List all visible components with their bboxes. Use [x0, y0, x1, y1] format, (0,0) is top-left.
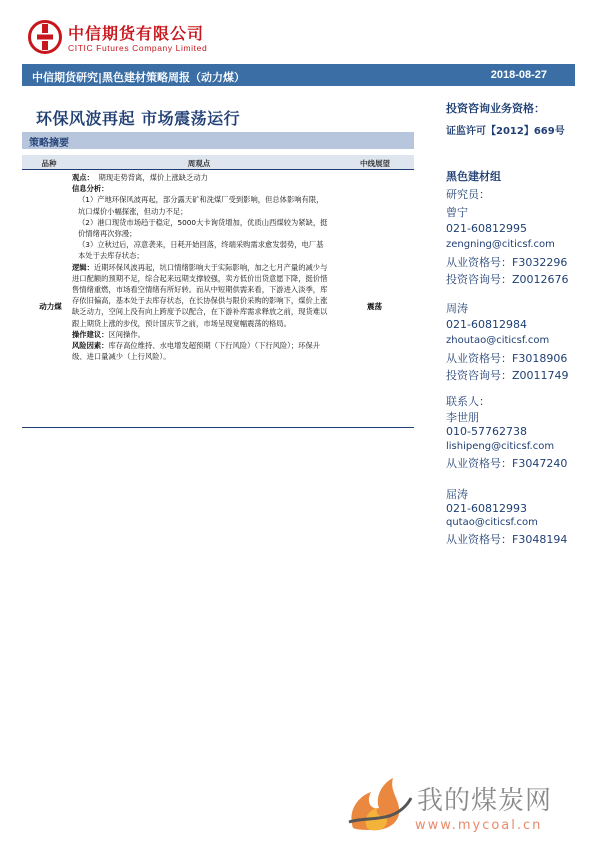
report-title: 环保风波再起 市场震荡运行 [36, 109, 241, 128]
contact-name: 屈涛 [446, 488, 468, 501]
contact-email: qutao@citicsf.com [446, 517, 538, 528]
contact-name: 李世朋 [446, 411, 479, 424]
company-logo [28, 20, 228, 56]
view-text: 期现走势背离，煤价上涨缺乏动力 [98, 173, 208, 182]
col-header-outlook: 中线展望 [360, 159, 390, 168]
team-name: 黑色建材组 [446, 170, 501, 183]
info-title: 信息分析： [72, 184, 109, 194]
analyst-name: 曾宁 [446, 206, 468, 219]
analyst-cert: 从业资格号：F3032296 [446, 256, 568, 269]
contact-email: lishipeng@citicsf.com [446, 441, 555, 452]
outlook-cell: 震荡 [367, 302, 382, 311]
logo-chinese-name: 中信期货有限公司 [68, 24, 205, 43]
report-date: 2018-08-27 [490, 69, 547, 81]
contact-phone: 021-60812993 [446, 502, 527, 515]
view-label: 观点： [72, 173, 94, 182]
table-header [22, 155, 414, 170]
info-item-3: （3）立秋过后，凉意袭来，日耗开始回落，终端采购需求愈发弱势，电厂基本处于去库存状态； [78, 240, 324, 261]
advice-label: 操作建议： [72, 329, 109, 339]
table-row [22, 170, 414, 428]
logic-label: 逻辑： [72, 262, 94, 272]
researcher-label: 研究员： [446, 188, 490, 201]
flame-logo-icon [345, 770, 415, 835]
logic-text: 近期环保风波再起，坑口情绪影响大于实际影响，加之七月产量的减少与进口配额的预期不足，综合起来远期支撑较强，卖方低价出货意愿下降，挺价惜售情绪重燃，市场看空情绪有所好转。而从中短期供需来看，下游进入淡季，库存依旧偏高，基本处于去库存状态，在长协保供与限价采购的影响下，煤价上涨缺乏动力，空间上没有向上跨度予以配合，在下游补库需求释放之前，现货难以跟上期货上涨的步伐，预计国庆节之前，市场呈现宽幅震荡的格局。 [72, 262, 328, 328]
citic-logo-icon [28, 20, 62, 54]
advice-text: 区间操作。 [108, 329, 145, 339]
logo-english-name: CITIC Futures Company Limited [68, 43, 208, 53]
section-title: 策略摘要 [29, 138, 69, 149]
contact-phone: 010-57762738 [446, 425, 527, 438]
analyst-email: zhoutao@citicsf.com [446, 335, 550, 346]
report-header-bar [22, 64, 575, 86]
watermark-site-name: 我的煤炭网 [417, 786, 553, 816]
info-item-1: （1）产地环保风波再起，部分露天矿和洗煤厂受到影响，但总体影响有限，坑口煤价小幅探涨，但动力不足； [78, 195, 324, 216]
analyst-email: zengning@citicsf.com [446, 239, 555, 250]
analyst-advisory-cert: 投资咨询号：Z0011749 [446, 369, 569, 382]
risk-label: 风险因素： [72, 341, 109, 351]
analyst-cert: 从业资格号：F3018906 [446, 352, 568, 365]
analyst-advisory-cert: 投资咨询号：Z0012676 [446, 273, 569, 286]
qualification-title: 投资咨询业务资格： [446, 102, 545, 115]
report-series: 中信期货研究|黑色建材策略周报（动力煤） [32, 71, 246, 84]
license-number: 证监许可【2012】669号 [446, 126, 565, 137]
contact-label: 联系人： [446, 395, 490, 408]
weekly-view-cell [72, 172, 328, 362]
col-header-product: 品种 [41, 159, 57, 168]
site-watermark [345, 770, 585, 835]
product-cell: 动力煤 [39, 302, 62, 311]
info-item-2: （2）港口现货市场趋于稳定，5000大卡询货增加，优质山西煤较为紧缺，挺价情绪再次弥漫； [78, 217, 328, 239]
analyst-phone: 021-60812995 [446, 222, 527, 235]
analyst-name: 周涛 [446, 302, 468, 315]
watermark-url: www.mycoal.cn [415, 818, 543, 833]
analyst-phone: 021-60812984 [446, 318, 527, 331]
col-header-view: 周观点 [187, 159, 211, 168]
contact-cert: 从业资格号：F3048194 [446, 533, 568, 546]
section-header [22, 132, 414, 149]
risk-text: 库存高位维持、水电增发超预期（下行风险）（下行风险）；环保升级、进口量减少（上行风险）。 [72, 341, 321, 362]
contact-cert: 从业资格号：F3047240 [446, 457, 568, 470]
